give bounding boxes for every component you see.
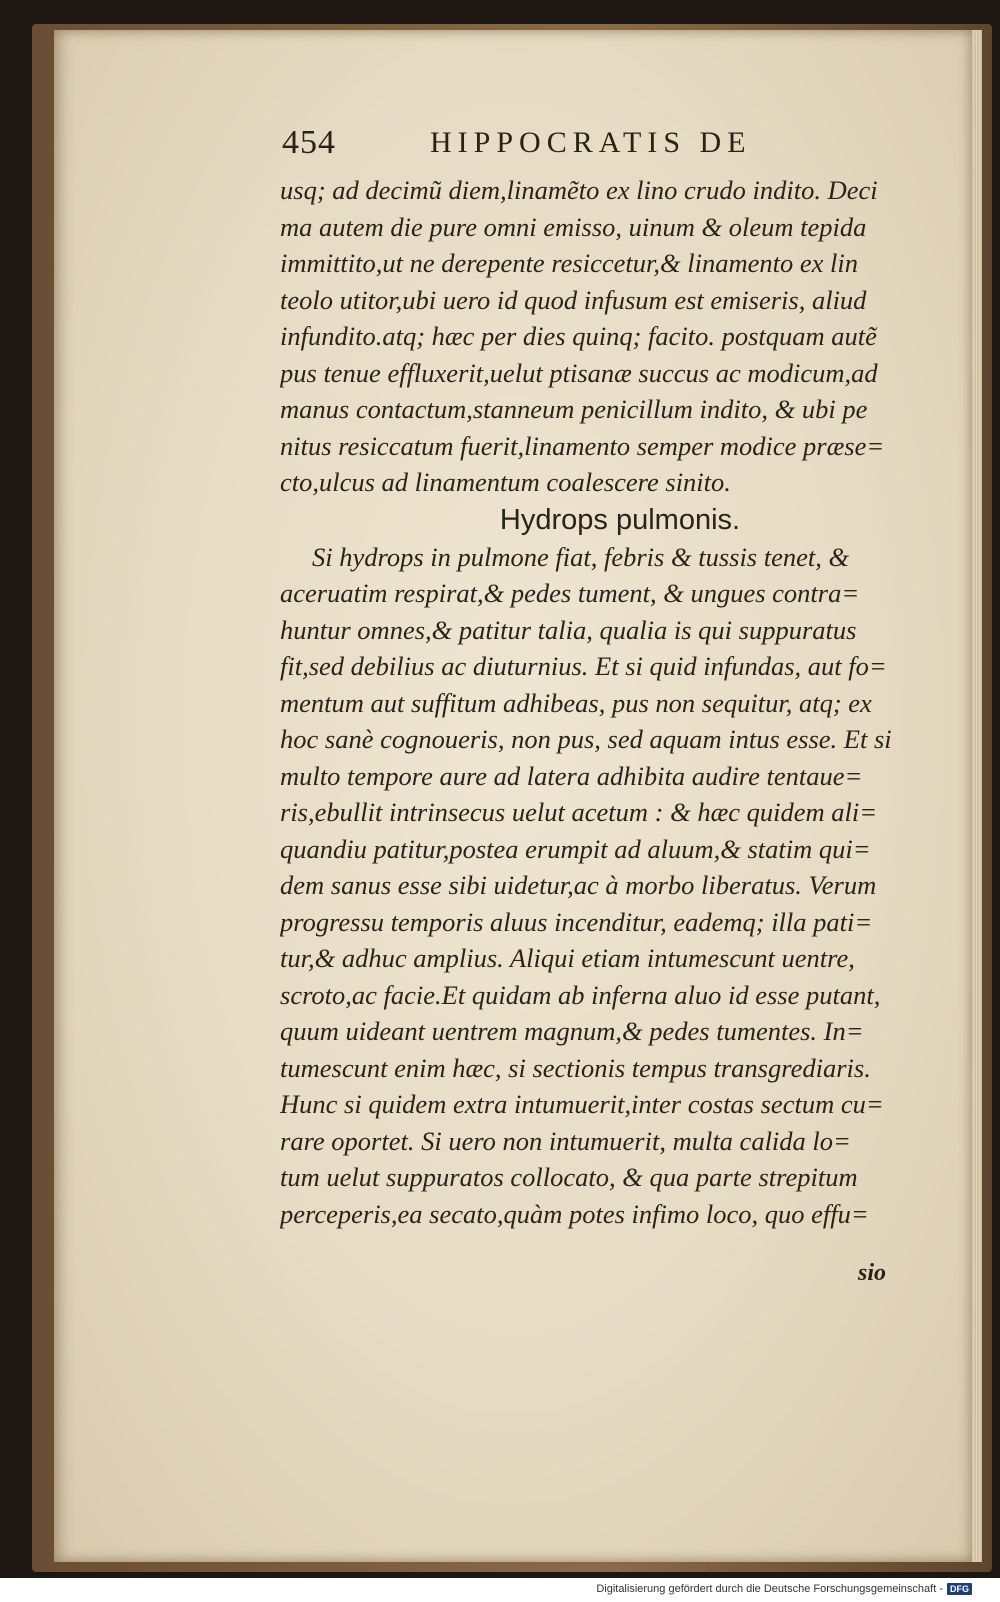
text-line: rare oportet. Si uero non intumuerit, multa calida lo= [280, 1125, 851, 1156]
text-line: quum uideant uentrem magnum,& pedes tumentes. In= [280, 1016, 864, 1046]
page-header [282, 124, 922, 170]
page-fore-edge [972, 30, 982, 1562]
text-line: infundito.atq; hæc per dies quinq; facito. postquam autẽ [280, 321, 877, 351]
page-number: 454 [282, 124, 336, 161]
running-head: HIPPOCRATIS DE [430, 126, 752, 159]
digitization-credit [596, 1580, 972, 1598]
text-line: perceperis,ea secato,quàm potes infimo loco, quo effu= [280, 1198, 869, 1229]
text-line: cto,ulcus ad linamentum coalescere sinito. [280, 467, 731, 497]
text-line: tur,& adhuc amplius. Aliqui etiam intumescunt uentre, [280, 943, 855, 973]
text-line: ma autem die pure omni emisso, uinum & oleum tepida [280, 211, 867, 242]
text-line: nitus resiccatum fuerit,linamento semper modice præse= [280, 430, 885, 461]
text-block [280, 172, 920, 1232]
text-line: scroto,ac facie.Et quidam ab inferna aluo id esse putant, [280, 979, 881, 1010]
text-line: progressu temporis aluus incenditur, eademq; illa pati= [280, 906, 873, 937]
text-line: ris,ebullit intrinsecus uelut acetum : & hæc quidem ali= [280, 797, 878, 827]
section-title: Hydrops pulmonis. [499, 503, 741, 536]
text-line: manus contactum,stanneum penicillum indito, & ubi pe [280, 394, 868, 424]
text-line: mentum aut suffitum adhibeas, pus non sequitur, atq; ex [280, 687, 872, 718]
text-line: tum uelut suppuratos collocato, & qua parte strepitum [280, 1162, 858, 1192]
text-line: quandiu patitur,postea erumpit ad aluum,& statim qui= [280, 833, 871, 864]
text-line: teolo utitor,ubi uero id quod infusum est emiseris, aliud [280, 284, 867, 315]
dfg-logo: DFG [947, 1583, 972, 1595]
text-line: hoc sanè cognoueris, non pus, sed aquam intus esse. Et si [280, 724, 892, 754]
text-line: usq; ad decimũ diem,linamẽto ex lino crudo indito. Deci [280, 175, 878, 205]
text-line: huntur omnes,& patitur talia, qualia is qui suppuratus [280, 614, 857, 645]
text-line: Si hydrops in pulmone fiat, febris & tussis tenet, & [312, 541, 850, 572]
text-line: tumescunt enim hæc, si sectionis tempus transgrediaris. [280, 1052, 871, 1083]
text-line: immittito,ut ne derepente resiccetur,& linamento ex lin [280, 248, 858, 278]
text-line: pus tenue effluxerit,uelut ptisanæ succus ac modicum,ad [280, 357, 878, 388]
catchword: sio [858, 1260, 887, 1286]
text-line: dem sanus esse sibi uidetur,ac à morbo liberatus. Verum [280, 870, 877, 900]
text-line: multo tempore aure ad latera adhibita audire tentaue= [280, 760, 863, 791]
credit-text: Digitalisierung gefördert durch die Deutsche Forschungsgemeinschaft - [596, 1583, 943, 1595]
text-line: aceruatim respirat,& pedes tument, & ungues contra= [280, 578, 860, 608]
text-line: fit,sed debilius ac diuturnius. Et si quid infundas, aut fo= [280, 651, 887, 681]
text-line: Hunc si quidem extra intumuerit,inter costas sectum cu= [280, 1089, 884, 1119]
